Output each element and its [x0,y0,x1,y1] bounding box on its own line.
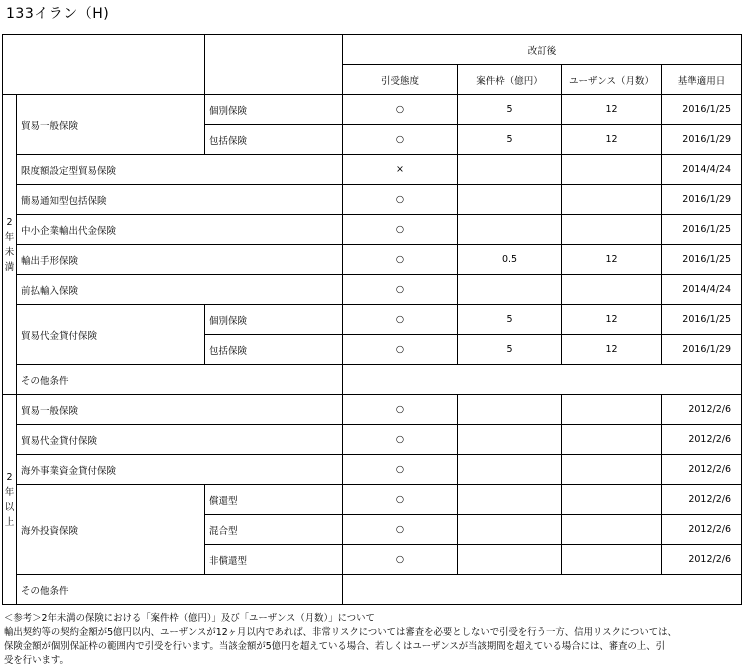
country-cover-table [2,34,742,605]
cell-attitude: ○ [343,245,458,275]
row-name: 輸出手形保険 [17,245,343,275]
cell-date: 2016/1/29 [662,335,742,365]
cell-attitude: × [343,155,458,185]
row-sub: 個別保険 [205,95,343,125]
cell-usance [562,485,662,515]
col-usance: ユーザンス（月数） [562,65,662,95]
cell-attitude: ○ [343,485,458,515]
table-row-other [3,575,742,605]
cell-usance [562,545,662,575]
cell-usance: 12 [562,95,662,125]
cell-limit: 5 [458,95,562,125]
header-row-1 [3,35,742,65]
col-limit: 案件枠（億円） [458,65,562,95]
note-line: 保険金額が個別保証枠の範囲内で引受を行います。当該金額が5億円を超えている場合、若しくはユーザンスが当該期間を超えている場合には、審査の上、引 [4,641,666,652]
cell-usance [562,215,662,245]
row-sub: 償還型 [205,485,343,515]
row-sub: 非償還型 [205,545,343,575]
table-row [3,485,742,515]
row-name: 貿易一般保険 [17,95,205,155]
row-name: 貿易代金貸付保険 [17,425,343,455]
cell-usance: 12 [562,305,662,335]
row-name: 貿易一般保険 [17,395,343,425]
cell-limit [458,425,562,455]
header-blank-sub [205,35,343,95]
row-sub: 包括保険 [205,125,343,155]
cell-attitude: ○ [343,545,458,575]
row-name: 海外事業資金貸付保険 [17,455,343,485]
cell-date: 2012/2/6 [662,395,742,425]
row-name: 限度額設定型貿易保険 [17,155,343,185]
cell-limit [458,545,562,575]
other-conditions-value [343,575,742,605]
cell-date: 2016/1/25 [662,95,742,125]
cell-attitude: ○ [343,275,458,305]
cell-date: 2016/1/25 [662,305,742,335]
cell-limit: 0.5 [458,245,562,275]
cell-usance [562,185,662,215]
row-name: 貿易代金貸付保険 [17,305,205,365]
note-line: ＜参考＞2年未満の保険における「案件枠（億円）」及び「ユーザンス（月数）」について [4,613,375,624]
cell-date: 2012/2/6 [662,455,742,485]
cell-attitude: ○ [343,185,458,215]
table-row [3,425,742,455]
cell-usance [562,395,662,425]
cell-usance [562,275,662,305]
row-sub: 混合型 [205,515,343,545]
cell-date: 2016/1/25 [662,245,742,275]
cell-attitude: ○ [343,425,458,455]
cell-date: 2014/4/24 [662,275,742,305]
table-row [3,305,742,335]
cell-date: 2012/2/6 [662,545,742,575]
header-blank [3,35,205,95]
cell-limit: 5 [458,305,562,335]
cell-usance [562,455,662,485]
cell-attitude: ○ [343,515,458,545]
table-row [3,455,742,485]
reference-note [4,612,740,668]
table-row [3,215,742,245]
cell-attitude: ○ [343,455,458,485]
note-line: 輸出契約等の契約金額が5億円以内、ユーザンスが12ヶ月以内であれば、非常リスクについては審査を必要としないで引受を行う一方、信用リスクについては、 [4,627,677,638]
note-line: 受を行います。 [4,655,69,666]
header-revised: 改訂後 [343,35,742,65]
row-sub: 包括保険 [205,335,343,365]
cell-attitude: ○ [343,335,458,365]
cell-limit [458,455,562,485]
cell-usance [562,515,662,545]
table-row [3,95,742,125]
cell-attitude: ○ [343,95,458,125]
page-title: 133イラン（H) [6,6,110,22]
table-row [3,185,742,215]
cell-limit [458,185,562,215]
cell-limit [458,395,562,425]
table-row [3,155,742,185]
cell-usance: 12 [562,125,662,155]
row-name: 海外投資保険 [17,485,205,575]
cell-attitude: ○ [343,395,458,425]
other-conditions-value [343,365,742,395]
row-name: 前払輸入保険 [17,275,343,305]
cell-usance: 12 [562,245,662,275]
cell-date: 2016/1/25 [662,215,742,245]
cell-limit [458,515,562,545]
table-row [3,275,742,305]
table-row [3,245,742,275]
cell-limit [458,215,562,245]
cell-limit [458,485,562,515]
cell-limit [458,155,562,185]
cell-usance: 12 [562,335,662,365]
cell-date: 2012/2/6 [662,485,742,515]
cell-attitude: ○ [343,125,458,155]
cell-date: 2012/2/6 [662,425,742,455]
table-row [3,395,742,425]
cell-date: 2016/1/29 [662,125,742,155]
other-conditions-label: その他条件 [17,365,343,395]
cell-date: 2012/2/6 [662,515,742,545]
cell-attitude: ○ [343,305,458,335]
cell-date: 2014/4/24 [662,155,742,185]
table-row-other [3,365,742,395]
cell-usance [562,155,662,185]
section-label-under-2y: 2 年 未 満 [3,95,17,395]
row-sub: 個別保険 [205,305,343,335]
row-name: 中小企業輸出代金保険 [17,215,343,245]
cell-attitude: ○ [343,215,458,245]
cell-usance [562,425,662,455]
cell-limit [458,275,562,305]
cell-date: 2016/1/29 [662,185,742,215]
section-label-over-2y: 2 年 以 上 [3,395,17,605]
col-attitude: 引受態度 [343,65,458,95]
cell-limit: 5 [458,335,562,365]
col-date: 基準適用日 [662,65,742,95]
row-name: 簡易通知型包括保険 [17,185,343,215]
other-conditions-label: その他条件 [17,575,343,605]
cell-limit: 5 [458,125,562,155]
